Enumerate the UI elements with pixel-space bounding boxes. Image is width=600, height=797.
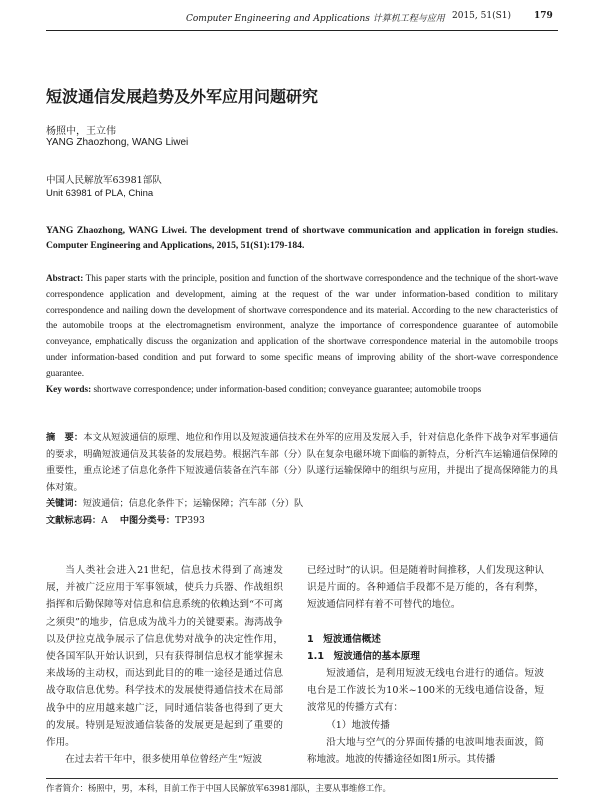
abstract-text: This paper starts with the principle, position and function of the shortwave correspondence and the technique of the short-wave correspondence application and development, aiming at the request of the war under information-based condition to military correspondence and nailing down the development of shortwave correspondence and its material. According to the new characteristics of the automobile troops at the electromagnetism environment, analyze the importance of correspondence guarantee of automobile conveyance, emphatically discuss the organization and application of the shortwave correspondence material in the automobile troops under information-based condition and put forward to some specific means of improving ability of the short-wave correspondence guarantee. (46, 273, 558, 378)
class-code: TP393 (175, 514, 205, 526)
authors-english: YANG Zhaozhong, WANG Liwei (46, 137, 189, 148)
author-footnote: 作者简介：杨照中，男，本科，目前工作于中国人民解放军63981部队，主要从事维修工作。 (46, 778, 558, 794)
abstract-zh-label: 摘 要： (46, 432, 84, 443)
keywords-text: shortwave correspondence; under information-based condition; conveyance guarantee; automobile troops (93, 383, 482, 394)
paper-title: 短波通信发展趋势及外军应用问题研究 (46, 87, 319, 106)
subsection-heading: 1.1 短波通信的基本原理 (307, 650, 420, 662)
affiliation-english: Unit 63981 of PLA, China (46, 188, 154, 199)
abstract-label: Abstract: (46, 273, 84, 283)
issue-info: 2015, 51(S1) (452, 11, 511, 21)
keywords-zh-label: 关键词： (46, 498, 83, 509)
journal-name: Computer Engineering and Applications 计算机工程与应用 (186, 14, 445, 24)
affiliation-chinese: 中国人民解放军63981部队 (46, 175, 162, 186)
body-paragraph: 短波通信，是利用短波无线电台进行的通信。短波电台是工作波长为10米~100米的无线电通信设备，短波常见的传播方式有： (307, 668, 544, 714)
abstract-chinese (46, 430, 558, 529)
abstract-english (46, 271, 558, 397)
doc-code: A (101, 514, 108, 526)
section-heading: 1 短波通信概述 (307, 633, 381, 645)
body-paragraph: 当人类社会进入21世纪，信息技术得到了高速发展，并被广泛应用于军事领域，使兵力兵器、作战组织指挥和后勤保障等对信息和信息系统的依赖达到“不可离之须臾”的地步，信息成为战斗力的关键要素。海湾战争以及伊拉克战争展示了信息优势对战争的决定性作用，使各国军队开始认识到，只有获得制信息权才能掌握未来战场的主动权，而达到此目的的唯一途径是通过信息战夺取信息优势。科学技术的发展使得通信技术在局部战争中的应用越来越广泛，同时通信装备也得到了更大的发展。特别是短波通信装备的发展更是起到了重要的作用。 (46, 565, 283, 749)
class-code-label: 中图分类号： (119, 514, 175, 526)
keywords-zh-text: 短波通信；信息化条件下；运输保障；汽车部（分）队 (82, 498, 304, 509)
body-paragraph: 沿大地与空气的分界面传播的电波叫地表面波，简称地波。地波的传播途径如图1所示。其传播 (307, 736, 544, 766)
body-column-right (307, 562, 544, 768)
body-paragraph: 在过去若干年中，很多使用单位曾经产生“短波 (65, 754, 262, 766)
body-column-left (46, 562, 283, 768)
page-number: 179 (534, 11, 553, 21)
doc-code-label: 文献标志码： (46, 514, 102, 526)
running-header (46, 8, 558, 31)
citation: YANG Zhaozhong, WANG Liwei. The development trend of shortwave communication and application in foreign studies. Computer Engineering and Applications, 2015, 51(S1):179-184. (46, 225, 558, 251)
body-paragraph: 已经过时”的认识。但是随着时间推移，人们发现这种认识是片面的。各种通信手段都不是万能的，各有利弊，短波通信同样有着不可替代的地位。 (307, 565, 544, 611)
authors-chinese: 杨照中，王立伟 (46, 126, 116, 137)
keywords-label: Key words: (46, 383, 92, 394)
abstract-zh-text: 本文从短波通信的原理、地位和作用以及短波通信技术在外军的应用及发展入手，针对信息化条件下战争对军事通信的要求，明确短波通信及其装备的发展趋势。根据汽车部（分）队在复杂电磁环境下面临的新特点，分析汽车运输通信保障的重要性，重点论述了信息化条件下短波通信装备在汽车部（分）队遂行运输保障中的组织与应用，并提出了提高保障能力的具体对策。 (46, 432, 559, 493)
sub-heading: （1）地波传播 (326, 719, 390, 731)
